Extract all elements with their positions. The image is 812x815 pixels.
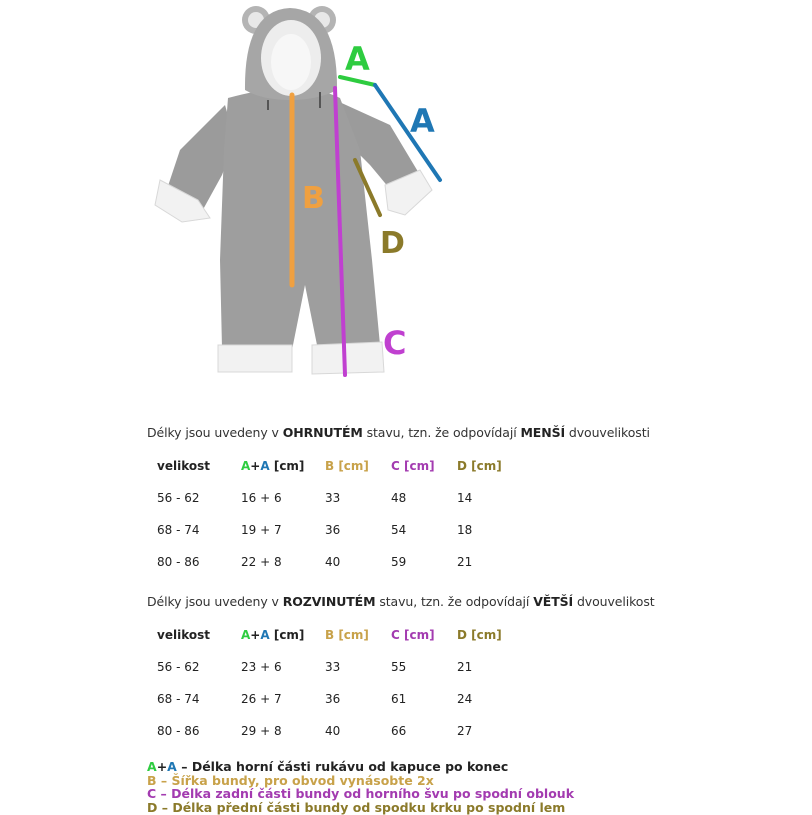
size-table-unfolded (150, 619, 517, 747)
note-text: dvouvelikost (573, 594, 655, 609)
note-unfolded (147, 594, 655, 609)
cell-c: 66 (391, 724, 407, 738)
table-header-row (150, 450, 517, 482)
legend-a-blue: A (167, 759, 177, 774)
table-header-row (150, 619, 517, 651)
cell-b: 33 (325, 491, 341, 505)
note-state: OHRNUTÉM (282, 425, 363, 440)
cell-a: 26 + 7 (241, 692, 282, 706)
cell-b: 40 (325, 555, 341, 569)
cell-size: 68 - 74 (157, 692, 200, 706)
cell-d: 21 (457, 555, 473, 569)
header-a-blue: A (260, 628, 270, 642)
note-text: stavu, tzn. že odpovídají (375, 594, 534, 609)
cell-b: 36 (325, 692, 341, 706)
header-plus: + (250, 459, 261, 473)
cell-c: 59 (391, 555, 407, 569)
cell-d: 24 (457, 692, 473, 706)
note-text: stavu, tzn. že odpovídají (362, 425, 521, 440)
legend-a-text: – Délka horní části rukávu od kapuce po konec (176, 759, 509, 774)
cell-c: 54 (391, 523, 407, 537)
cell-size: 56 - 62 (157, 660, 200, 674)
cell-b: 33 (325, 660, 341, 674)
cell-size: 68 - 74 (157, 523, 200, 537)
label-b: B (302, 181, 325, 216)
note-state: ROZVINUTÉM (282, 594, 376, 609)
note-text: dvouvelikosti (565, 425, 650, 440)
header-plus: + (250, 628, 261, 642)
table-row (150, 683, 517, 715)
header-a-green: A (241, 628, 251, 642)
note-size: VĚTŠÍ (533, 594, 574, 609)
cell-b: 40 (325, 724, 341, 738)
cell-d: 27 (457, 724, 473, 738)
header-d: D [cm] (457, 628, 502, 642)
header-size: velikost (157, 628, 210, 642)
cell-size: 56 - 62 (157, 491, 200, 505)
header-c: C [cm] (391, 459, 435, 473)
note-text: Délky jsou uvedeny v (147, 425, 283, 440)
legend-item-a (147, 760, 574, 774)
cell-a: 22 + 8 (241, 555, 282, 569)
label-d: D (380, 226, 405, 261)
legend-item-c: C – Délka zadní části bundy od horního švu po spodní oblouk (147, 786, 575, 801)
header-a-green: A (241, 459, 251, 473)
note-text: Délky jsou uvedeny v (147, 594, 283, 609)
legend-item-d: D – Délka přední části bundy od spodku krku po spodní lem (147, 799, 566, 815)
size-table-folded (150, 450, 517, 578)
header-b: B [cm] (325, 459, 369, 473)
note-folded (147, 425, 650, 440)
note-size: MENŠÍ (520, 425, 566, 440)
cell-a: 23 + 6 (241, 660, 282, 674)
header-a-unit: [cm] (269, 459, 305, 473)
cell-c: 61 (391, 692, 407, 706)
table-row (150, 546, 517, 578)
label-a-blue: A (410, 102, 435, 140)
cell-size: 80 - 86 (157, 724, 200, 738)
cell-b: 36 (325, 523, 341, 537)
measurement-legend (147, 760, 574, 814)
header-d: D [cm] (457, 459, 502, 473)
label-c: C (383, 324, 407, 362)
header-size: velikost (157, 459, 210, 473)
legend-item-b: B – Šířka bundy, pro obvod vynásobte 2x (147, 772, 434, 788)
table-row (150, 715, 517, 747)
table-row (150, 514, 517, 546)
measure-line-a-green (340, 77, 375, 85)
cell-a: 19 + 7 (241, 523, 282, 537)
header-a-blue: A (260, 459, 270, 473)
legend-a-green: A (147, 759, 157, 774)
cell-c: 55 (391, 660, 407, 674)
cell-size: 80 - 86 (157, 555, 200, 569)
cell-a: 29 + 8 (241, 724, 282, 738)
cell-d: 21 (457, 660, 473, 674)
cell-d: 14 (457, 491, 473, 505)
header-a (241, 450, 325, 482)
label-a-green: A (345, 40, 370, 78)
cell-c: 48 (391, 491, 407, 505)
table-row (150, 651, 517, 683)
header-c: C [cm] (391, 628, 435, 642)
product-figure (0, 0, 812, 400)
header-a-unit: [cm] (269, 628, 305, 642)
table-row (150, 482, 517, 514)
header-a (241, 619, 325, 651)
cell-d: 18 (457, 523, 473, 537)
header-b: B [cm] (325, 628, 369, 642)
cell-a: 16 + 6 (241, 491, 282, 505)
legend-plus: + (156, 759, 168, 774)
